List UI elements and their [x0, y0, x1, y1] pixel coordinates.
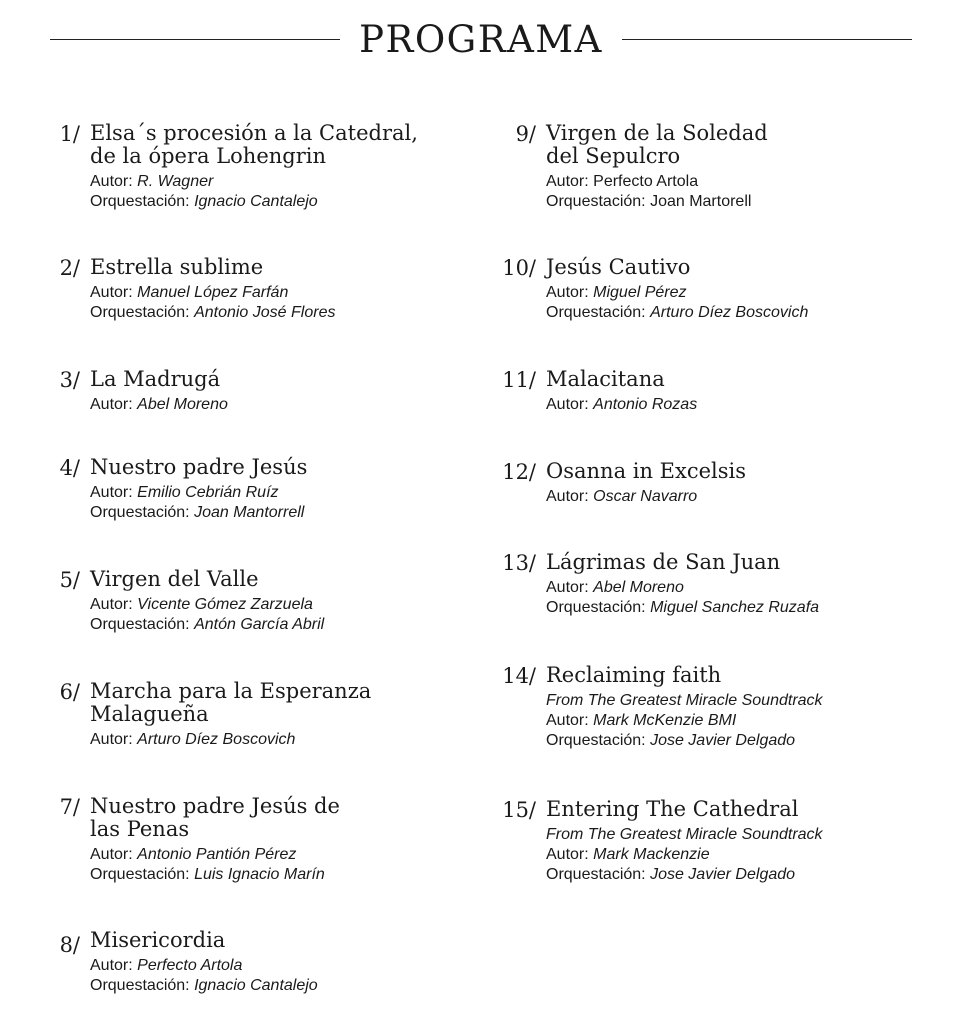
item-orchestration: Orquestación: Ignacio Cantalejo — [90, 193, 318, 210]
item-number: 12/ — [502, 460, 536, 484]
item-number: 1/ — [59, 122, 80, 146]
item-orchestration: Orquestación: Arturo Díez Boscovich — [546, 304, 809, 321]
item-number: 3/ — [59, 368, 80, 392]
item-title: Nuestro padre Jesús de las Penas — [90, 794, 340, 841]
item-orchestration: Orquestación: Joan Martorell — [546, 193, 752, 210]
item-author: Autor: Emilio Cebrián Ruíz — [90, 484, 279, 501]
item-number: 4/ — [59, 456, 80, 480]
item-title: Jesús Cautivo — [546, 255, 691, 279]
item-title: Misericordia — [90, 928, 226, 952]
item-orchestration: Orquestación: Ignacio Cantalejo — [90, 977, 318, 994]
item-number: 13/ — [502, 551, 536, 575]
item-author: Autor: R. Wagner — [90, 173, 214, 190]
item-orchestration: Orquestación: Jose Javier Delgado — [546, 866, 796, 883]
item-author: Autor: Oscar Navarro — [546, 488, 698, 505]
item-author: Autor: Abel Moreno — [546, 579, 684, 596]
item-orchestration: Orquestación: Antonio José Flores — [90, 304, 336, 321]
item-title: Virgen de la Soledad del Sepulcro — [546, 121, 768, 168]
item-author: Autor: Miguel Pérez — [546, 284, 687, 301]
header-rule-left — [50, 39, 340, 40]
item-author: Autor: Antonio Rozas — [546, 396, 698, 413]
item-source: From The Greatest Miracle Soundtrack — [546, 826, 823, 843]
item-author: Autor: Vicente Gómez Zarzuela — [90, 596, 313, 613]
item-title: La Madrugá — [90, 367, 221, 391]
item-author: Autor: Manuel López Farfán — [90, 284, 289, 301]
item-author: Autor: Antonio Pantión Pérez — [90, 846, 297, 863]
item-number: 8/ — [59, 933, 80, 957]
item-orchestration: Orquestación: Joan Mantorrell — [90, 504, 305, 521]
item-number: 6/ — [59, 680, 80, 704]
item-author: Autor: Abel Moreno — [90, 396, 228, 413]
item-title: Malacitana — [546, 367, 665, 391]
item-title: Marcha para la Esperanza Malagueña — [90, 679, 372, 726]
item-author: Autor: Arturo Díez Boscovich — [90, 731, 296, 748]
item-title: Elsa´s procesión a la Catedral, de la ópera Lohengrin — [90, 121, 418, 168]
item-number: 9/ — [515, 122, 536, 146]
item-author: Autor: Perfecto Artola — [546, 173, 699, 190]
item-orchestration: Orquestación: Luis Ignacio Marín — [90, 866, 325, 883]
item-number: 2/ — [59, 256, 80, 280]
item-number: 5/ — [59, 568, 80, 592]
item-source: From The Greatest Miracle Soundtrack — [546, 692, 823, 709]
item-number: 11/ — [502, 368, 536, 392]
item-title: Osanna in Excelsis — [546, 459, 747, 483]
item-orchestration: Orquestación: Antón García Abril — [90, 616, 325, 633]
item-title: Estrella sublime — [90, 255, 264, 279]
header-rule-right — [622, 39, 912, 40]
item-number: 14/ — [502, 664, 536, 688]
item-number: 10/ — [502, 256, 536, 280]
item-number: 7/ — [59, 795, 80, 819]
item-title: Reclaiming faith — [546, 663, 722, 687]
item-title: Entering The Cathedral — [546, 797, 799, 821]
item-orchestration: Orquestación: Jose Javier Delgado — [546, 732, 796, 749]
item-author: Autor: Perfecto Artola — [90, 957, 243, 974]
item-orchestration: Orquestación: Miguel Sanchez Ruzafa — [546, 599, 820, 616]
item-title: Lágrimas de San Juan — [546, 550, 781, 574]
item-title: Virgen del Valle — [90, 567, 259, 591]
item-author: Autor: Mark McKenzie BMI — [546, 712, 737, 729]
item-number: 15/ — [502, 798, 536, 822]
item-author: Autor: Mark Mackenzie — [546, 846, 710, 863]
header — [0, 14, 959, 66]
item-title: Nuestro padre Jesús — [90, 455, 308, 479]
page-title: PROGRAMA — [359, 18, 603, 61]
